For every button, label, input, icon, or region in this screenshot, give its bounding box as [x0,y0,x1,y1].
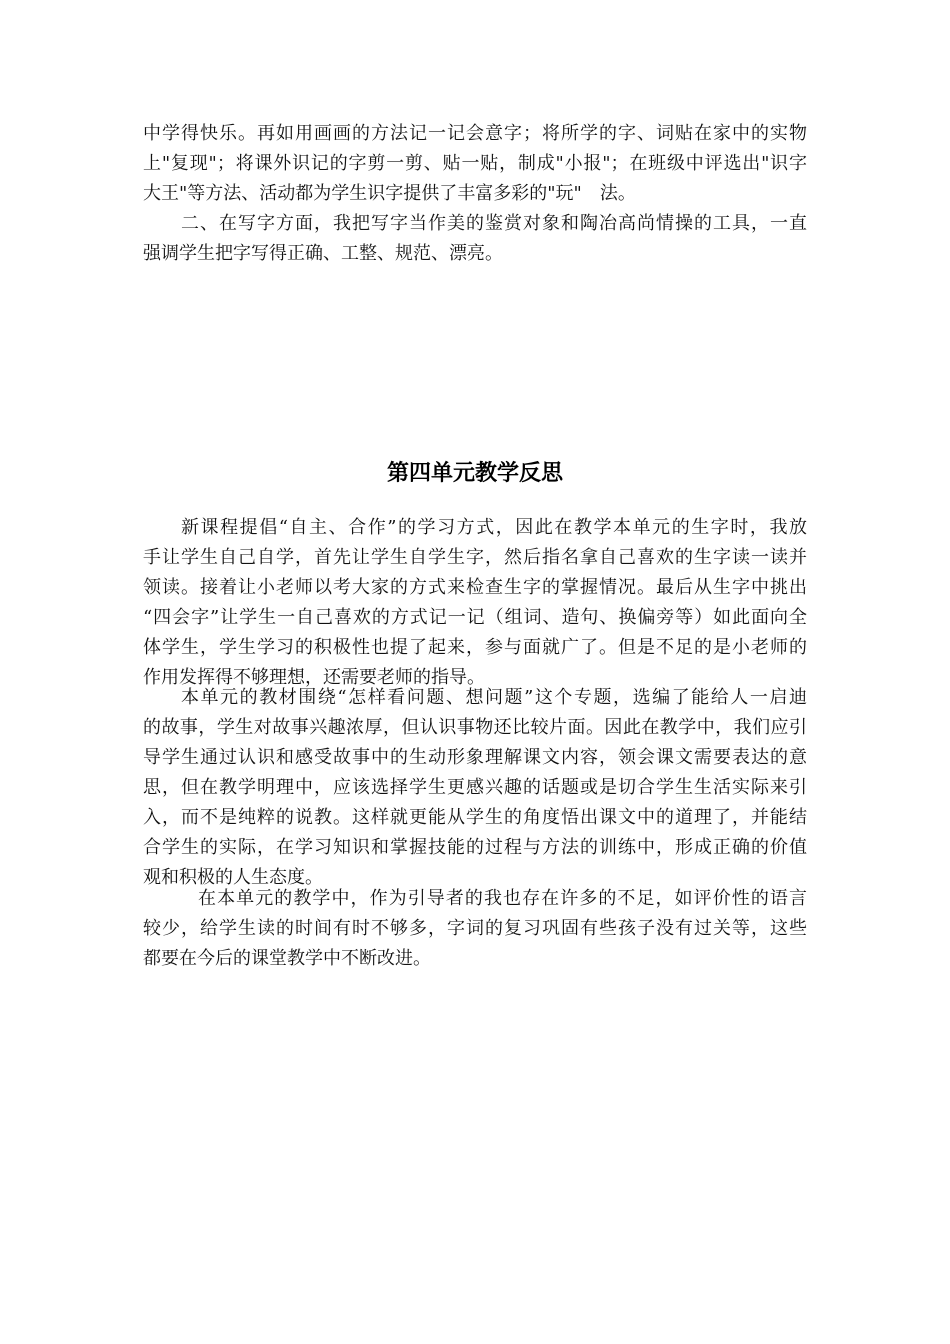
text-line: 上"复现"；将课外识记的字剪一剪、贴一贴，制成"小报"；在班级中评选出"识字 [143,153,807,174]
text-line: 都要在今后的课堂教学中不断改进。 [143,948,431,969]
section-title: 第四单元教学反思 [386,461,563,486]
text-line: 导学生通过认识和感受故事中的生动形象理解课文内容，领会课文需要表达的意 [143,747,807,768]
text-line: “四会字”让学生一自己喜欢的方式记一记（组词、造句、换偏旁等）如此面向全 [143,607,807,628]
text-line: 手让学生自己自学，首先让学生自学生字，然后指名拿自己喜欢的生字读一读并 [143,547,807,568]
text-line: 体学生，学生学习的积极性也提了起来，参与面就广了。但是不足的是小老师的 [143,637,807,658]
text-line: 二、在写字方面，我把写字当作美的鉴赏对象和陶冶高尚情操的工具，一直 [181,213,807,234]
text-line: 强调学生把字写得正确、工整、规范、漂亮。 [143,243,503,264]
text-line: 合学生的实际，在学习知识和掌握技能的过程与方法的训练中，形成正确的价值 [143,837,807,858]
text-line: 本单元的教材围绕“怎样看问题、想问题”这个专题，选编了能给人一启迪 [181,687,807,708]
text-line: 大王"等方法、活动都为学生识字提供了丰富多彩的"玩" 法。 [143,183,636,204]
paragraph-2 [143,683,807,893]
text-line: 中学得快乐。再如用画画的方法记一记会意字；将所学的字、词贴在家中的实物 [143,123,807,144]
paragraph-1 [143,513,807,693]
text-line: 在本单元的教学中，作为引导者的我也存在许多的不足，如评价性的语言 [198,888,807,909]
text-line: 思，但在教学明理中，应该选择学生更感兴趣的话题或是切合学生生活实际来引 [143,777,807,798]
text-line: 领读。接着让小老师以考大家的方式来检查生字的掌握情况。最后从生字中挑出 [143,577,807,598]
paragraph-3 [143,884,807,974]
text-line: 新课程提倡“自主、合作”的学习方式，因此在教学本单元的生字时，我放 [181,517,807,538]
text-line: 较少，给学生读的时间有时不够多，字词的复习巩固有些孩子没有过关等，这些 [143,918,807,939]
continuation-section [143,119,807,269]
text-line: 观和积极的人生态度。 [143,867,323,888]
text-line: 的故事，学生对故事兴趣浓厚，但认识事物还比较片面。因此在教学中，我们应引 [143,717,807,738]
text-line: 入，而不是纯粹的说教。这样就更能从学生的角度悟出课文中的道理了，并能结 [143,807,807,828]
text-line: 作用发挥得不够理想，还需要老师的指导。 [143,667,485,688]
